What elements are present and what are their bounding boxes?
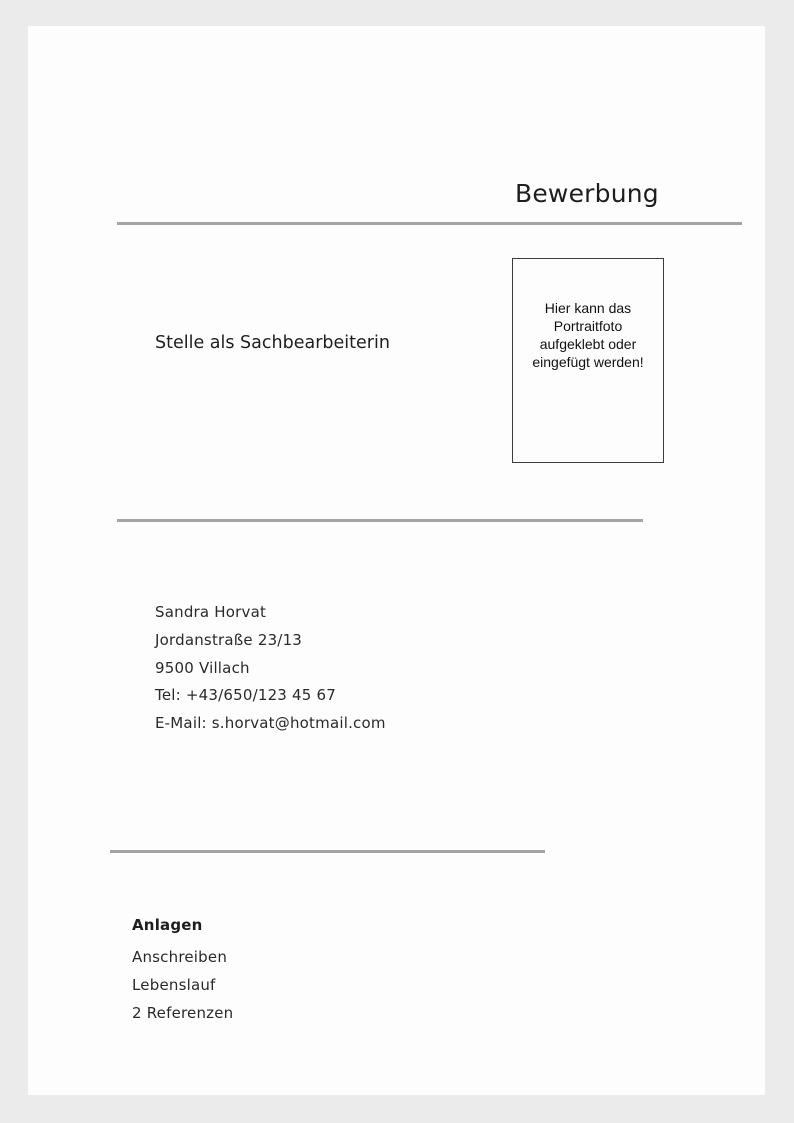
- contact-city: 9500 Villach: [155, 658, 250, 677]
- divider-top: [117, 222, 742, 225]
- contact-email: E-Mail: s.horvat@hotmail.com: [155, 714, 386, 733]
- document-title: Bewerbung: [515, 179, 659, 208]
- contact-name: Sandra Horvat: [155, 603, 267, 621]
- attachment-item: Anschreiben: [132, 948, 228, 966]
- divider-bottom: [110, 850, 545, 853]
- photo-placeholder-text: Hier kann das Portraitfoto aufgeklebt oder eingefügt werden!: [532, 300, 644, 370]
- document-page: [28, 26, 765, 1095]
- attachment-item: Lebenslauf: [132, 976, 216, 994]
- contact-block: [155, 599, 386, 738]
- contact-street: Jordanstraße 23/13: [155, 630, 303, 649]
- photo-placeholder-frame: [512, 258, 664, 463]
- attachments-heading: Anlagen: [132, 916, 203, 934]
- contact-phone: Tel: +43/650/123 45 67: [155, 686, 336, 705]
- attachments-section: [132, 916, 233, 1027]
- divider-middle: [117, 519, 643, 522]
- position-title: Stelle als Sachbearbeiterin: [155, 333, 390, 353]
- attachment-item: 2 Referenzen: [132, 1004, 234, 1022]
